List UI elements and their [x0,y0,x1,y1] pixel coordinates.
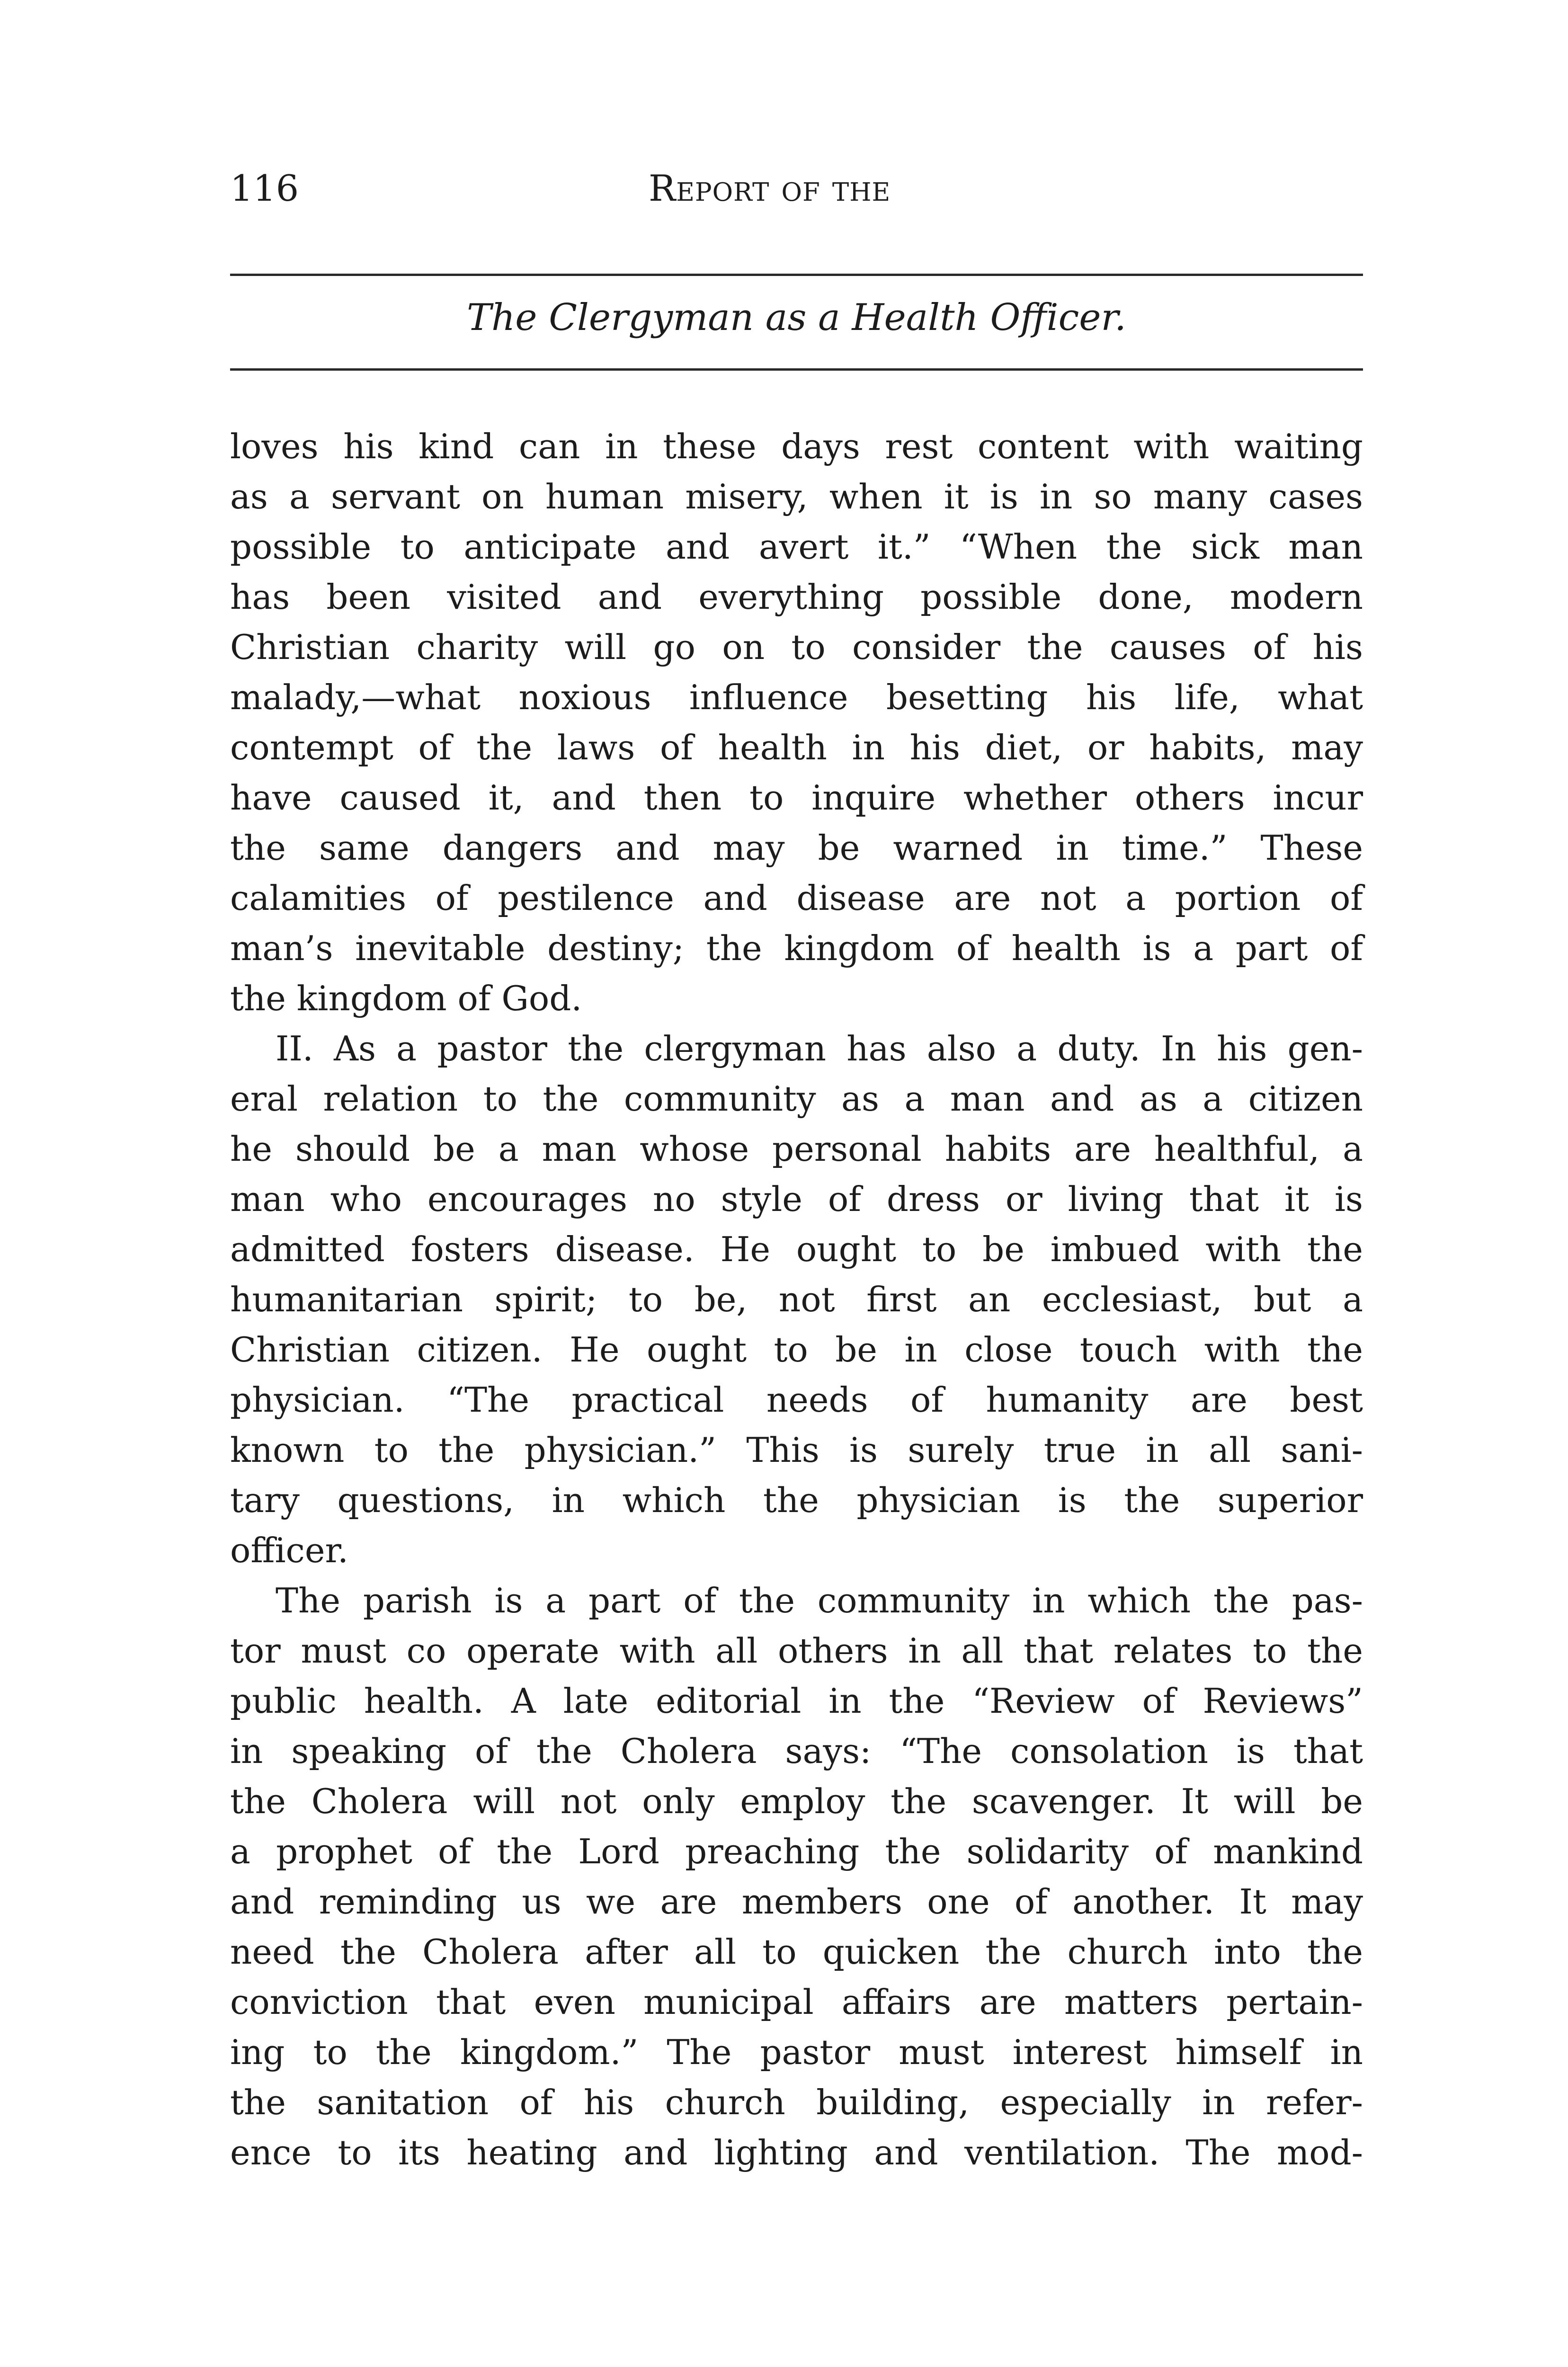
text-line: ence to its heating and lighting and ventilation. The mod- [230,2133,1363,2172]
text-line: tor must co operate with all others in all that relates to the [230,1631,1363,1671]
text-line: tary questions, in which the physician is the superior [230,1480,1363,1520]
text-line: the same dangers and may be warned in time.” These [230,828,1363,868]
text-line: officer. [230,1531,348,1570]
text-line: he should be a man whose personal habits are healthful, a [230,1129,1363,1169]
text-line: calamities of pestilence and disease are not a portion of [230,878,1363,918]
text-line: in speaking of the Cholera says: “The consolation is that [230,1731,1363,1771]
text-line: admitted fosters disease. He ought to be imbued with the [230,1229,1363,1269]
text-line: eral relation to the community as a man and as a citizen [230,1079,1363,1119]
page-number: 116 [230,167,299,209]
text-line: has been visited and everything possible done, modern [230,577,1363,617]
text-line: conviction that even municipal affairs are matters pertain- [230,1982,1363,2022]
text-line: II. As a pastor the clergyman has also a duty. In his gen- [276,1029,1363,1068]
text-line: Christian charity will go on to consider the causes of his [230,627,1363,667]
text-line: known to the physician.” This is surely true in all sani- [230,1430,1363,1470]
body-text [230,421,1363,2178]
text-line: public health. A late editorial in the “Review of Reviews” [230,1681,1363,1721]
text-line: ing to the kingdom.” The pastor must interest himself in [230,2032,1363,2072]
text-line: malady,—what noxious influence besetting his life, what [230,677,1363,717]
text-line: humanitarian spirit; to be, not first an ecclesiast, but a [230,1280,1363,1319]
text-line: a prophet of the Lord preaching the solidarity of mankind [230,1832,1363,1871]
text-line: Christian citizen. He ought to be in close touch with the [230,1330,1363,1370]
text-line: man’s inevitable destiny; the kingdom of health is a part of [230,928,1363,968]
text-line: need the Cholera after all to quicken the church into the [230,1932,1363,1972]
text-line: as a servant on human misery, when it is in so many cases [230,477,1363,516]
text-line: the sanitation of his church building, especially in refer- [230,2082,1363,2122]
text-line: loves his kind can in these days rest content with waiting [230,427,1363,466]
text-line: man who encourages no style of dress or living that it is [230,1179,1363,1219]
text-line: have caused it, and then to inquire whether others incur [230,778,1363,818]
text-line: physician. “The practical needs of humanity are best [230,1380,1363,1420]
text-line: and reminding us we are members one of another. It may [230,1882,1363,1922]
running-head: Report of the [649,167,891,209]
text-line: the Cholera will not only employ the scavenger. It will be [230,1781,1363,1821]
text-line: possible to anticipate and avert it.” “When the sick man [230,527,1363,567]
header-rule-top [230,274,1363,276]
text-line: the kingdom of God. [230,979,582,1018]
section-title: The Clergyman as a Health Officer. [467,296,1126,339]
text-line: The parish is a part of the community in which the pas- [276,1581,1363,1620]
text-line: contempt of the laws of health in his diet, or habits, may [230,728,1363,767]
header-rule-bottom [230,368,1363,371]
